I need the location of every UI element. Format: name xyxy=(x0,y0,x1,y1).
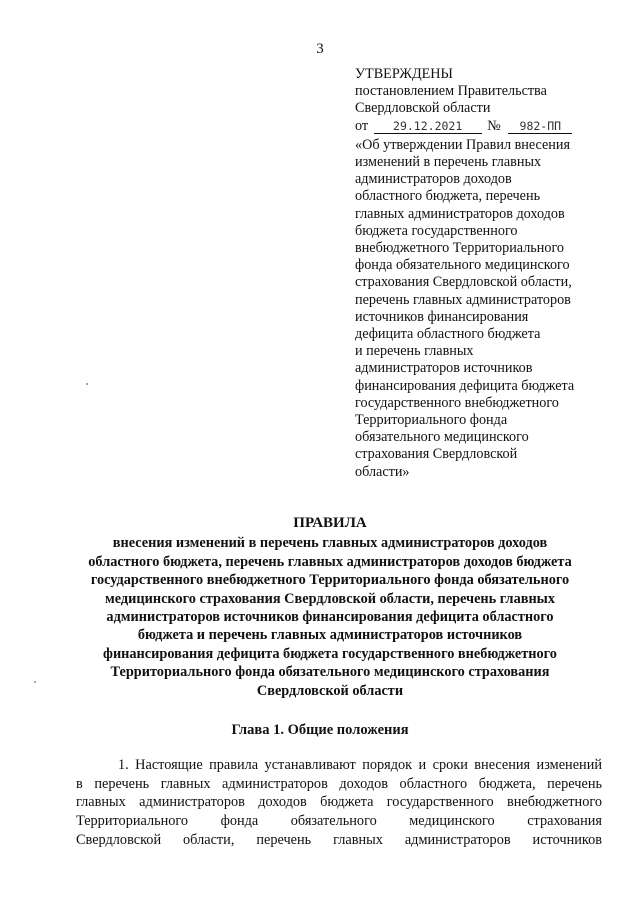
number-sign: № xyxy=(487,117,501,134)
paragraph-1 xyxy=(76,756,602,850)
approval-block xyxy=(355,66,605,481)
rules-heading-block xyxy=(60,514,600,700)
rules-heading: ПРАВИЛА xyxy=(293,515,367,531)
scan-speck xyxy=(86,383,88,385)
page-number: 3 xyxy=(316,41,324,57)
paragraph-line: главных администраторов доходов бюджета государственного внебюджетного xyxy=(76,794,602,811)
paragraph-line: 1. Настоящие правила устанавливают порядок и сроки внесения изменений xyxy=(118,757,602,773)
date-prefix: от xyxy=(355,117,369,134)
approval-line-2: Свердловской области xyxy=(355,100,491,117)
approval-title: «Об утверждении Правил внесения изменений в перечень главных администраторов доходов областного бюджета, перечень главных администраторов доходов бюджета государственного внебюджетного Территориального фонда обязательного медицинского страхования Свердловской области, перечень главных администраторов источников финансирования дефицита областного бюджета и перечень главных администраторов источников финансирования дефицита бюджета государственного внебюджетного Территориального фонда обязательного медицинского страхования Свердловской области» xyxy=(355,136,575,480)
date-value: 29.12.2021 xyxy=(374,120,482,134)
rules-subheading: внесения изменений в перечень главных администраторов доходов областного бюджета, перечень главных администраторов доходов бюджета государственного внебюджетного Территориального фонда обязательного медицинского страхования Свердловской области, перечень главных администраторов источников финансирования дефицита областного бюджета и перечень главных администраторов источников финансирования дефицита бюджета государственного внебюджетного Территориального фонда обязательного медицинского страхования Свердловской области xyxy=(88,535,572,699)
approval-heading: УТВЕРЖДЕНЫ xyxy=(355,66,453,82)
paragraph-line: Свердловской области, перечень главных администраторов источников xyxy=(76,831,602,848)
number-value: 982-ПП xyxy=(508,120,572,134)
paragraph-line: в перечень главных администраторов доходов областного бюджета, перечень xyxy=(76,775,602,792)
paragraph-line: Территориального фонда обязательного медицинского страхования xyxy=(76,813,602,830)
approval-line-1: постановлением Правительства xyxy=(355,83,547,100)
approval-date-line xyxy=(355,118,605,135)
chapter-title: Глава 1. Общие положения xyxy=(231,722,409,738)
scan-speck xyxy=(34,681,36,683)
